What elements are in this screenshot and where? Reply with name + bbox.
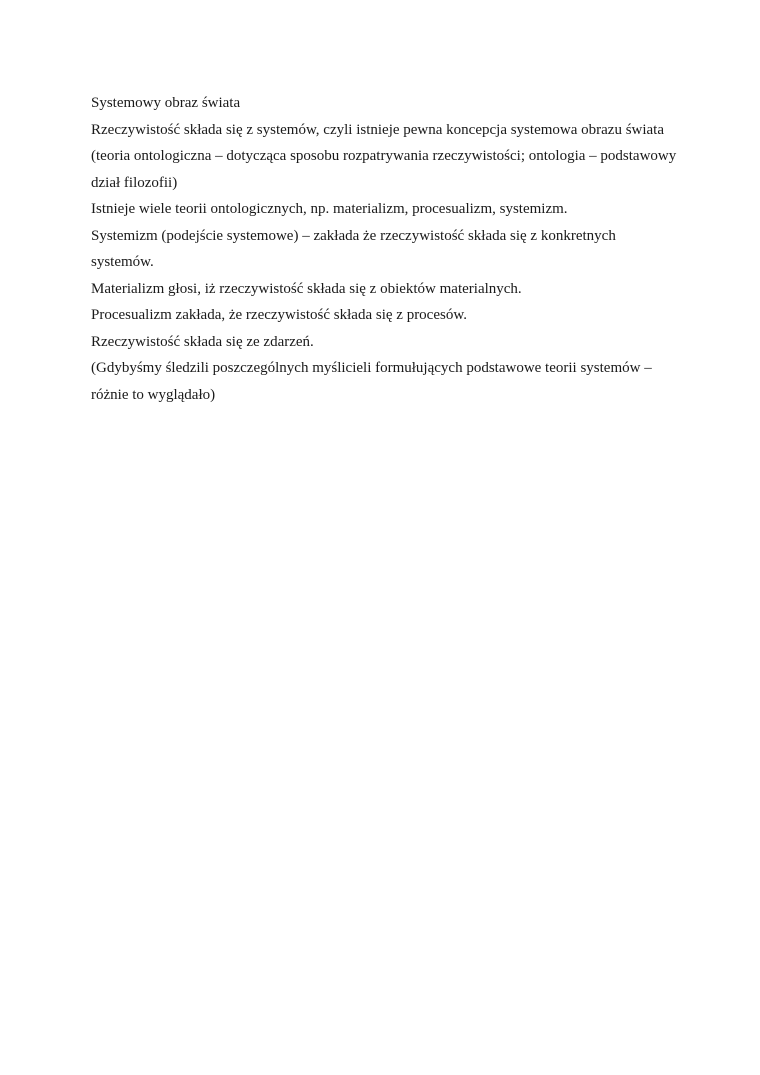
paragraph: Procesualizm zakłada, że rzeczywistość składa się z procesów. [91, 307, 467, 323]
paragraph: Rzeczywistość składa się ze zdarzeń. [91, 333, 314, 350]
paragraph: (Gdybyśmy śledzili poszczególnych myślicieli formułujących podstawowe teorii systemów – różnie to wyglądało) [91, 360, 652, 403]
paragraph: Rzeczywistość składa się z systemów, czyli istnieje pewna koncepcja systemowa obrazu świata (teoria ontologiczna – dotycząca sposobu rozpatrywania rzeczywistości; ontologia – podstawowy dział filozofii) [91, 121, 677, 191]
paragraph: Systemizm (podejście systemowe) – zakłada że rzeczywistość składa się z konkretnych systemów. [91, 227, 616, 270]
document-body [91, 90, 681, 408]
paragraph: Istnieje wiele teorii ontologicznych, np. materializm, procesualizm, systemizm. [91, 201, 568, 217]
document-title: Systemowy obraz świata [91, 95, 241, 111]
paragraph: Materializm głosi, iż rzeczywistość składa się z obiektów materialnych. [91, 280, 522, 297]
